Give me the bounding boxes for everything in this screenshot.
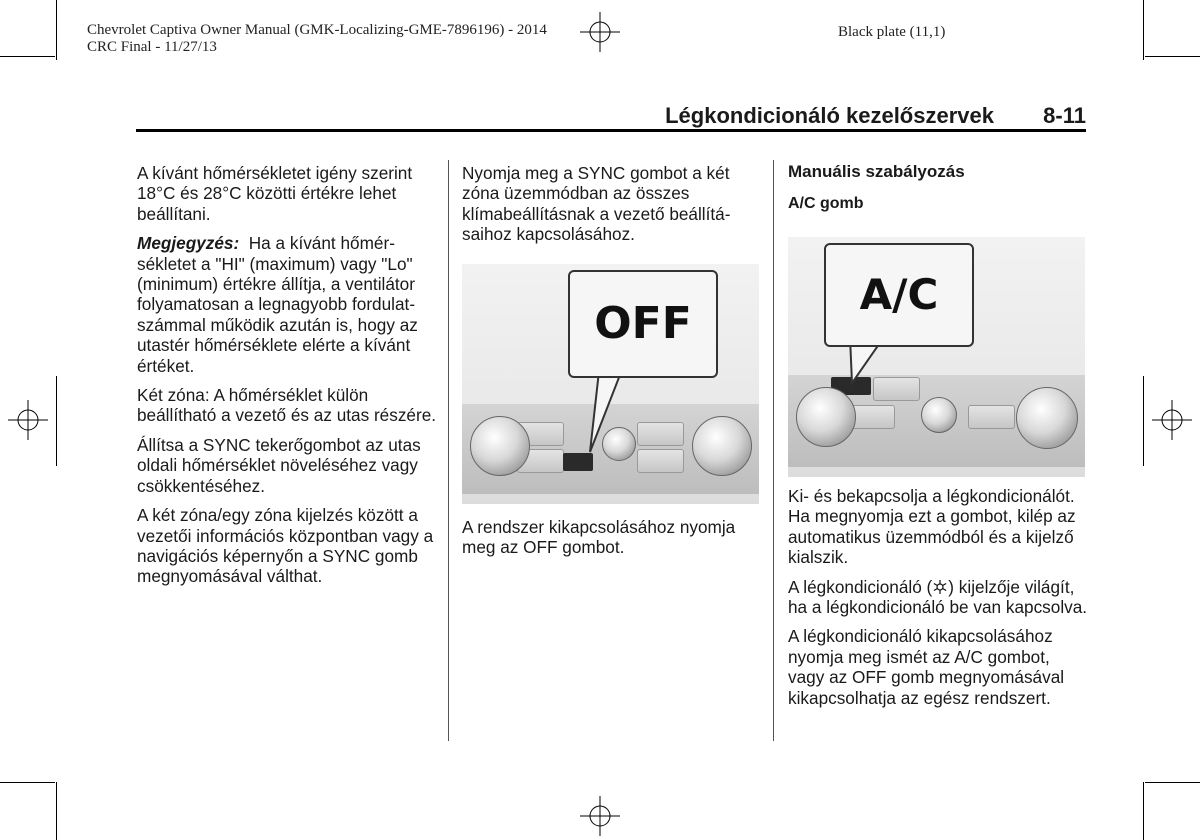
paragraph: A kívánt hőmérsékletet igény szerint 18°C és 28°C közötti értékre lehet beállítani. — [137, 163, 413, 224]
figure-caption — [462, 517, 762, 567]
page-number: 8-11 — [1043, 103, 1086, 128]
panel-button — [637, 422, 684, 446]
crop-mark — [1145, 56, 1200, 57]
paragraph — [788, 577, 1088, 618]
header-line-1: Chevrolet Captiva Owner Manual (GMK-Localizing-GME-7896196) - 2014 — [87, 22, 547, 38]
crop-mark — [56, 376, 57, 466]
off-panel-button — [563, 453, 593, 471]
panel-button — [637, 449, 684, 473]
temperature-knob — [1016, 387, 1078, 449]
ac-callout — [824, 243, 974, 347]
section-title: Manuális szabályozás — [788, 162, 965, 181]
column-1 — [137, 163, 437, 596]
crop-mark — [0, 56, 55, 57]
column-3-body — [788, 486, 1088, 717]
registration-crosshair-icon — [1152, 400, 1192, 440]
paragraph: Állítsa a SYNC tekerőgombot az utas oldali hőmérséklet növeléséhez vagy csökkentéséhez. — [137, 434, 421, 496]
column-3 — [788, 162, 1088, 228]
off-button-figure — [462, 264, 759, 504]
column-divider — [448, 160, 449, 741]
header-doc-info — [87, 22, 547, 56]
crop-mark — [0, 782, 55, 783]
paragraph-text: A légkondicionáló ( — [788, 576, 933, 597]
crop-mark — [56, 782, 57, 840]
note-text: Ha a kívánt hőmérsékletet a "HI" (maximum) vagy "Lo" (minimum) értékre állítja, a ventilátor folyamatosan a legnagyobb fordulatszámmal működik azután is, hogy az utastér hőmérséklete elérte a kívánt értéket. — [137, 233, 418, 376]
paragraph-text: ) kijelzője világít, ha a légkondicionáló be van kapcsolva. — [788, 576, 1088, 618]
page-title: Légkondicionáló kezelőszervek — [665, 103, 994, 128]
crop-mark — [56, 0, 57, 60]
note-label: Megjegyzés: — [137, 233, 240, 254]
fan-knob — [921, 397, 957, 433]
paragraph: A légkondicionáló kikapcsolásához nyomja meg ismét az A/C gombot, vagy az OFF gomb megnyomásával kikapcsolhatja az egész rendszert. — [788, 626, 1065, 708]
header-line-2: CRC Final - 11/27/13 — [87, 39, 217, 55]
crop-mark — [1143, 376, 1144, 466]
registration-crosshair-icon — [580, 796, 620, 836]
temperature-knob — [692, 416, 752, 476]
registration-crosshair-icon — [8, 400, 48, 440]
ac-button-figure — [788, 237, 1085, 477]
crop-mark — [1143, 0, 1144, 60]
paragraph: Ki- és bekapcsolja a légkondicionálót. Ha megnyomja ezt a gombot, kilép az automatikus üzemmódból és a kijelző kialszik. — [788, 486, 1076, 568]
off-callout — [568, 270, 718, 378]
page-title-row — [136, 103, 1086, 129]
crop-mark — [1145, 782, 1200, 783]
paragraph: Két zóna: A hőmérséklet külön beállítható a vezető és az utas részére. — [137, 385, 437, 426]
caption-text: A rendszer kikapcsolásához nyomja meg az OFF gombot. — [462, 517, 736, 558]
column-2 — [462, 163, 762, 254]
panel-button — [968, 405, 1015, 429]
crop-mark — [1143, 782, 1144, 840]
title-rule — [136, 129, 1086, 132]
snowflake-icon — [932, 579, 948, 595]
note-paragraph — [137, 233, 437, 376]
paragraph: A két zóna/egy zóna kijelzés között a vezetői információs központban vagy a navigációs képernyőn a SYNC gomb megnyomásával válthat. — [137, 505, 434, 587]
off-label: OFF — [594, 298, 692, 349]
paragraph: Nyomja meg a SYNC gombot a két zóna üzemmódban az összes klímabeállításnak a vezető beállításaihoz kapcsolásához. — [462, 163, 731, 245]
ac-label: A/C — [859, 270, 939, 319]
column-divider — [773, 160, 774, 741]
registration-crosshair-icon — [580, 12, 620, 52]
header-plate: Black plate (11,1) — [838, 24, 946, 40]
sub-title: A/C gomb — [788, 195, 864, 212]
temperature-knob — [796, 387, 856, 447]
temperature-knob — [470, 416, 530, 476]
